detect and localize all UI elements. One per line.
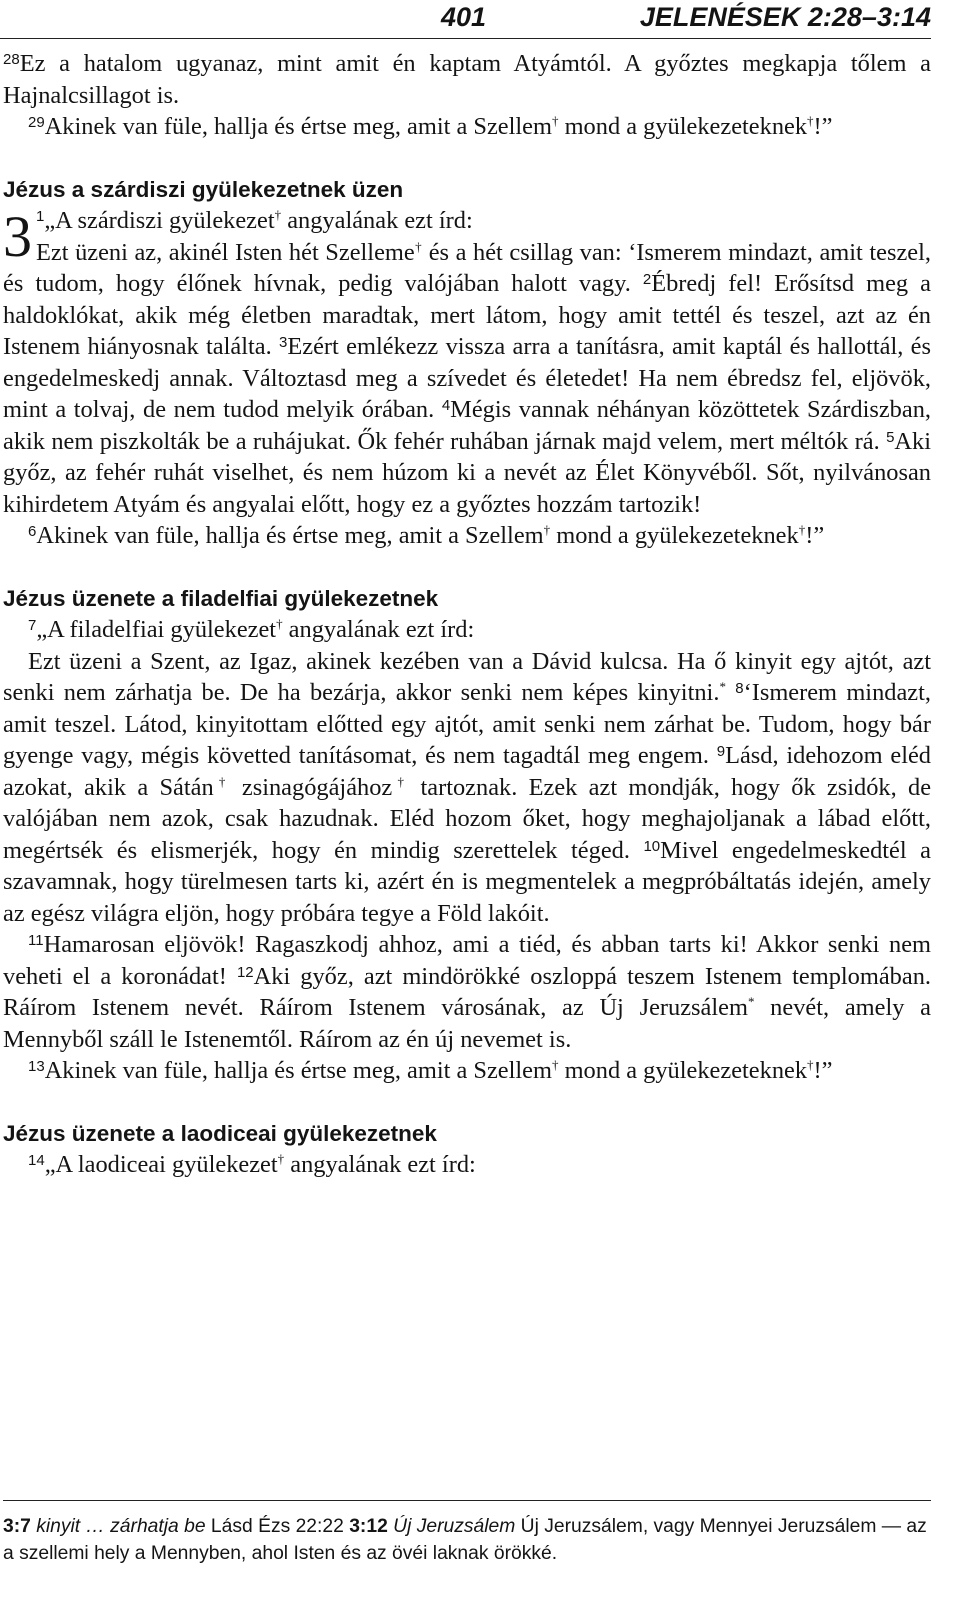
verse-number: 3 [279,334,288,351]
verse-number: 12 [236,963,254,981]
section-heading: Jézus üzenete a filadelfiai gyülekezetnek [3,585,439,611]
verse-number: 28 [3,51,20,68]
dagger-mark: † [551,113,559,128]
verse-number: 9 [716,743,726,760]
dagger-mark: † [807,1057,814,1072]
footnote-term: Új Jeruzsálem [393,1516,516,1537]
running-header [0,0,931,36]
section-heading: Jézus üzenete a laodiceai gyülekezetnek [3,1120,437,1146]
footnote-mark: * [747,994,755,1009]
verse-number: 5 [886,428,895,446]
section-heading: Jézus a szárdiszi gyülekezetnek üzen [3,176,404,202]
dagger-mark: † [392,773,410,789]
chapter-number: 3 [3,204,32,269]
dagger-mark: † [551,1057,559,1072]
dagger-mark: † [277,1151,285,1166]
footnote-ref: 3:12 [349,1516,388,1537]
verse-number: 11 [28,932,44,949]
verse-6: $^6$Akinek van füle, hallja és értse meg, amit a Szellem† mond a gyülekezeteknek†!” [28,522,825,549]
verse-29: $^{29}$Akinek van füle, hallja és értse meg, amit a Szellem† mond a gyülekezeteknek†!” [28,113,833,140]
header-rule [0,38,931,39]
verse-number: 14 [28,1152,45,1169]
verse-number: 10 [643,837,661,855]
footnote-term: kinyit … zárhatja be [36,1516,206,1537]
verse-7-10: Ezt üzeni a Szent, az Igaz, akinek kezében van a Dávid kulcsa. Ha ő kinyit egy ajtót, azt senki nem zárhatja be. De ha bezárja, akkor senki nem képes kinyitni.* $^8$‘Ismerem mindazt, amit teszel. Látod, kinyitottam előtted egy ajtót, amit senki nem zárhat be. Tudom, hogy bár gyenge vagy, mégis követted tanításomat, és nem tagadtál meg engem. $^9$Lásd, idehozom eléd azokat, akik a Sátán† zsinagógájához† tartoznak. Ezek azt mondják, hogy ők zsidók, de valójában nem azok, csak hazudnak. Eléd hozom őket, hogy meghajoljanak a lábad előtt, megértsék és elismerjék, hogy én mindig szerettelek téged. $^{10}$Mivel engedelmeskedtél a szavamnak, hogy türelmesen tarts ki, azért én is megmentelek a megpróbáltatás idején, amely az egész világra eljön, hogy próbára tegye a Föld lakóit. [3,647,932,927]
verse-number: 6 [28,523,37,540]
verse-number: 13 [28,1058,45,1075]
verse-number: 8 [735,680,744,697]
verse-number: 7 [28,617,37,634]
dagger-mark: † [274,207,282,222]
dagger-mark: † [798,522,806,537]
verse-number: 1 [36,208,45,225]
footnote-mark: * [719,679,726,694]
page-number: 401 [441,2,487,32]
scripture-text [3,48,931,1181]
verse-14: $^{14}$„A laodiceai gyülekezet† angyalának ezt írd: [28,1151,476,1178]
verse-number: 29 [28,114,45,131]
verse-number: 2 [642,271,652,288]
footnote-text: Lásd Ézs 22:22 [205,1516,350,1537]
dagger-mark: † [543,522,551,537]
dagger-mark: † [807,113,814,128]
chapter-reference: JELENÉSEK 2:28–3:14 [639,2,931,32]
footnotes [3,1500,931,1567]
dagger-mark: † [213,773,231,789]
verse-3-1: 3 $^1$„A szárdiszi gyülekezet† angyalának ezt írd: Ezt üzeni az, akinél Isten hét Szelleme† és a hét csillag van: ‘Ismerem mindazt, amit teszel, és tudom, hogy élőnek hívnak, pedig valójában halott vagy. $^2$Ébredj fel! Erősítsd meg a haldoklókat, akik még életben maradtak, mert látom, hogy amit tettél és teszel, azt az én Istenem hiányosnak találta. $^3$Ezért emlékezz vissza arra a tanításra, amit kaptál és hallottál, és engedelmeskedj annak. Változtasd meg a szívedet és életedet! Ha nem ébredsz fel, eljövök, mint a tolvaj, de nem tudod melyik órában. $^4$Mégis vannak néhányan közöttetek Szárdiszban, akik nem piszkolták be a ruhájukat. Ők fehér ruhában járnak majd velem, mert méltók rá. $^5$Aki győz, az fehér ruhát viselhet, és nem húzom ki a nevét az Élet Könyvéből. Sőt, nyilvánosan kihirdetem Atyám és angyalai előtt, hogy ez a győztes hozzám tartozik! [3,204,931,518]
verse-28: $^{28}$Ez a hatalom ugyanaz, mint amit én kaptam Atyámtól. A győztes megkapja tőlem a Hajnalcsillagot is. [3,50,931,109]
verse-number: 4 [441,397,451,414]
verse-11-12: $^{11}$Hamarosan eljövök! Ragaszkodj ahhoz, ami a tiéd, és abban tarts ki! Akkor senki nem veheti el a koronádat! $^{12}$Aki győz, azt mindörökké oszloppá teszem Istenem templomában. Ráírom Istenem nevét. Ráírom Istenem városának, az Új Jeruzsálem* nevét, amely a Mennyből száll le Istenemtől. Ráírom az én új nevemet is. [3,931,931,1053]
footnote-ref: 3:7 [3,1516,31,1537]
dagger-mark: † [276,616,283,631]
dagger-mark: † [414,238,423,254]
verse-13: $^{13}$Akinek van füle, hallja és értse meg, amit a Szellem† mond a gyülekezeteknek†!” [28,1057,833,1084]
verse-7-intro: $^7$„A filadelfiai gyülekezet† angyalának ezt írd: [28,616,475,643]
footnote-text: Új Jeruzsálem, vagy Mennyei Jeruzsálem — az a szellemi hely a Mennyben, ahol Isten és az övéi laknak örökké. [3,1516,927,1564]
